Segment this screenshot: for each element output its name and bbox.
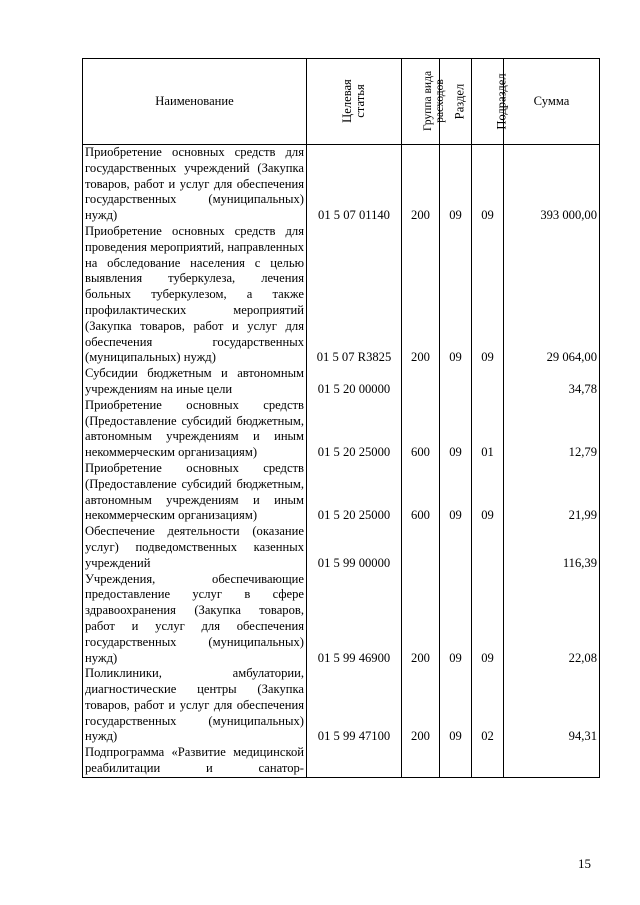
table-row <box>83 666 600 745</box>
row-name: Приобретение основных средств для государственных учреждений (Закупка товаров, работ и услуг для обеспечения государственных (муниципальных) нужд) <box>83 145 307 224</box>
row-target-article: 01 5 20 25000 <box>307 461 402 524</box>
header-expense-group: Группа вида расходов <box>402 59 440 145</box>
row-sum: 22,08 <box>504 572 600 667</box>
row-expense-group <box>402 366 440 398</box>
row-sum: 116,39 <box>504 524 600 571</box>
header-section: Раздел <box>440 59 472 145</box>
row-expense-group: 200 <box>402 572 440 667</box>
row-section: 09 <box>440 572 472 667</box>
row-subsection <box>472 745 504 777</box>
row-name: Приобретение основных средств (Предоставление субсидий бюджетным, автономным учреждениям и иным некоммерческим организациям) <box>83 398 307 461</box>
row-name: Учреждения, обеспечивающие предоставление услуг в сфере здравоохранения (Закупка товаров, работ и услуг для обеспечения государственных (муниципальных) нужд) <box>83 572 307 667</box>
header-name: Наименование <box>83 59 307 145</box>
row-name: Приобретение основных средств (Предоставление субсидий бюджетным, автономным учреждениям и иным некоммерческим организациям) <box>83 461 307 524</box>
row-target-article: 01 5 07 R3825 <box>307 224 402 366</box>
header-sum: Сумма <box>504 59 600 145</box>
row-target-article: 01 5 99 00000 <box>307 524 402 571</box>
row-section: 09 <box>440 461 472 524</box>
table-row <box>83 398 600 461</box>
row-expense-group <box>402 524 440 571</box>
table-row <box>83 366 600 398</box>
row-name: Приобретение основных средств для проведения мероприятий, направленных на обследование населения с целью выявления туберкулеза, лечения больных туберкулезом, а также профилактических мероприятий (Закупка товаров, работ и услуг для обеспечения государственных (муниципальных) нужд) <box>83 224 307 366</box>
row-sum: 34,78 <box>504 366 600 398</box>
row-section: 09 <box>440 224 472 366</box>
page-number: 15 <box>578 856 591 871</box>
row-subsection <box>472 524 504 571</box>
table-row <box>83 572 600 667</box>
row-expense-group: 200 <box>402 224 440 366</box>
row-sum: 393 000,00 <box>504 145 600 224</box>
table-row <box>83 461 600 524</box>
budget-table <box>82 58 600 778</box>
row-expense-group <box>402 745 440 777</box>
row-subsection: 02 <box>472 666 504 745</box>
row-section <box>440 524 472 571</box>
row-expense-group: 200 <box>402 145 440 224</box>
row-section: 09 <box>440 145 472 224</box>
row-name: Подпрограмма «Развитие медицинской реабилитации и санатор- <box>83 745 307 777</box>
row-expense-group: 600 <box>402 461 440 524</box>
table-row <box>83 524 600 571</box>
row-section: 09 <box>440 398 472 461</box>
table-row <box>83 145 600 224</box>
row-sum <box>504 745 600 777</box>
row-subsection <box>472 366 504 398</box>
row-name: Поликлиники, амбулатории, диагностические центры (Закупка товаров, работ и услуг для обеспечения государственных (муниципальных) нужд) <box>83 666 307 745</box>
row-sum: 12,79 <box>504 398 600 461</box>
row-subsection: 01 <box>472 398 504 461</box>
row-name: Субсидии бюджетным и автономным учреждениям на иные цели <box>83 366 307 398</box>
row-expense-group: 600 <box>402 398 440 461</box>
row-subsection: 09 <box>472 224 504 366</box>
row-target-article: 01 5 07 01140 <box>307 145 402 224</box>
row-target-article <box>307 745 402 777</box>
table-row <box>83 224 600 366</box>
row-target-article: 01 5 99 46900 <box>307 572 402 667</box>
row-expense-group: 200 <box>402 666 440 745</box>
row-target-article: 01 5 20 00000 <box>307 366 402 398</box>
row-section: 09 <box>440 666 472 745</box>
table-header-row <box>83 59 600 145</box>
row-sum: 29 064,00 <box>504 224 600 366</box>
row-subsection: 09 <box>472 145 504 224</box>
row-sum: 94,31 <box>504 666 600 745</box>
row-sum: 21,99 <box>504 461 600 524</box>
row-target-article: 01 5 99 47100 <box>307 666 402 745</box>
row-section <box>440 745 472 777</box>
row-subsection: 09 <box>472 572 504 667</box>
header-target-article: Целевая статья <box>307 59 402 145</box>
row-section <box>440 366 472 398</box>
header-subsection: Подраздел <box>472 59 504 145</box>
row-subsection: 09 <box>472 461 504 524</box>
row-target-article: 01 5 20 25000 <box>307 398 402 461</box>
row-name: Обеспечение деятельности (оказание услуг) подведомственных казенных учреждений <box>83 524 307 571</box>
table-row <box>83 745 600 777</box>
